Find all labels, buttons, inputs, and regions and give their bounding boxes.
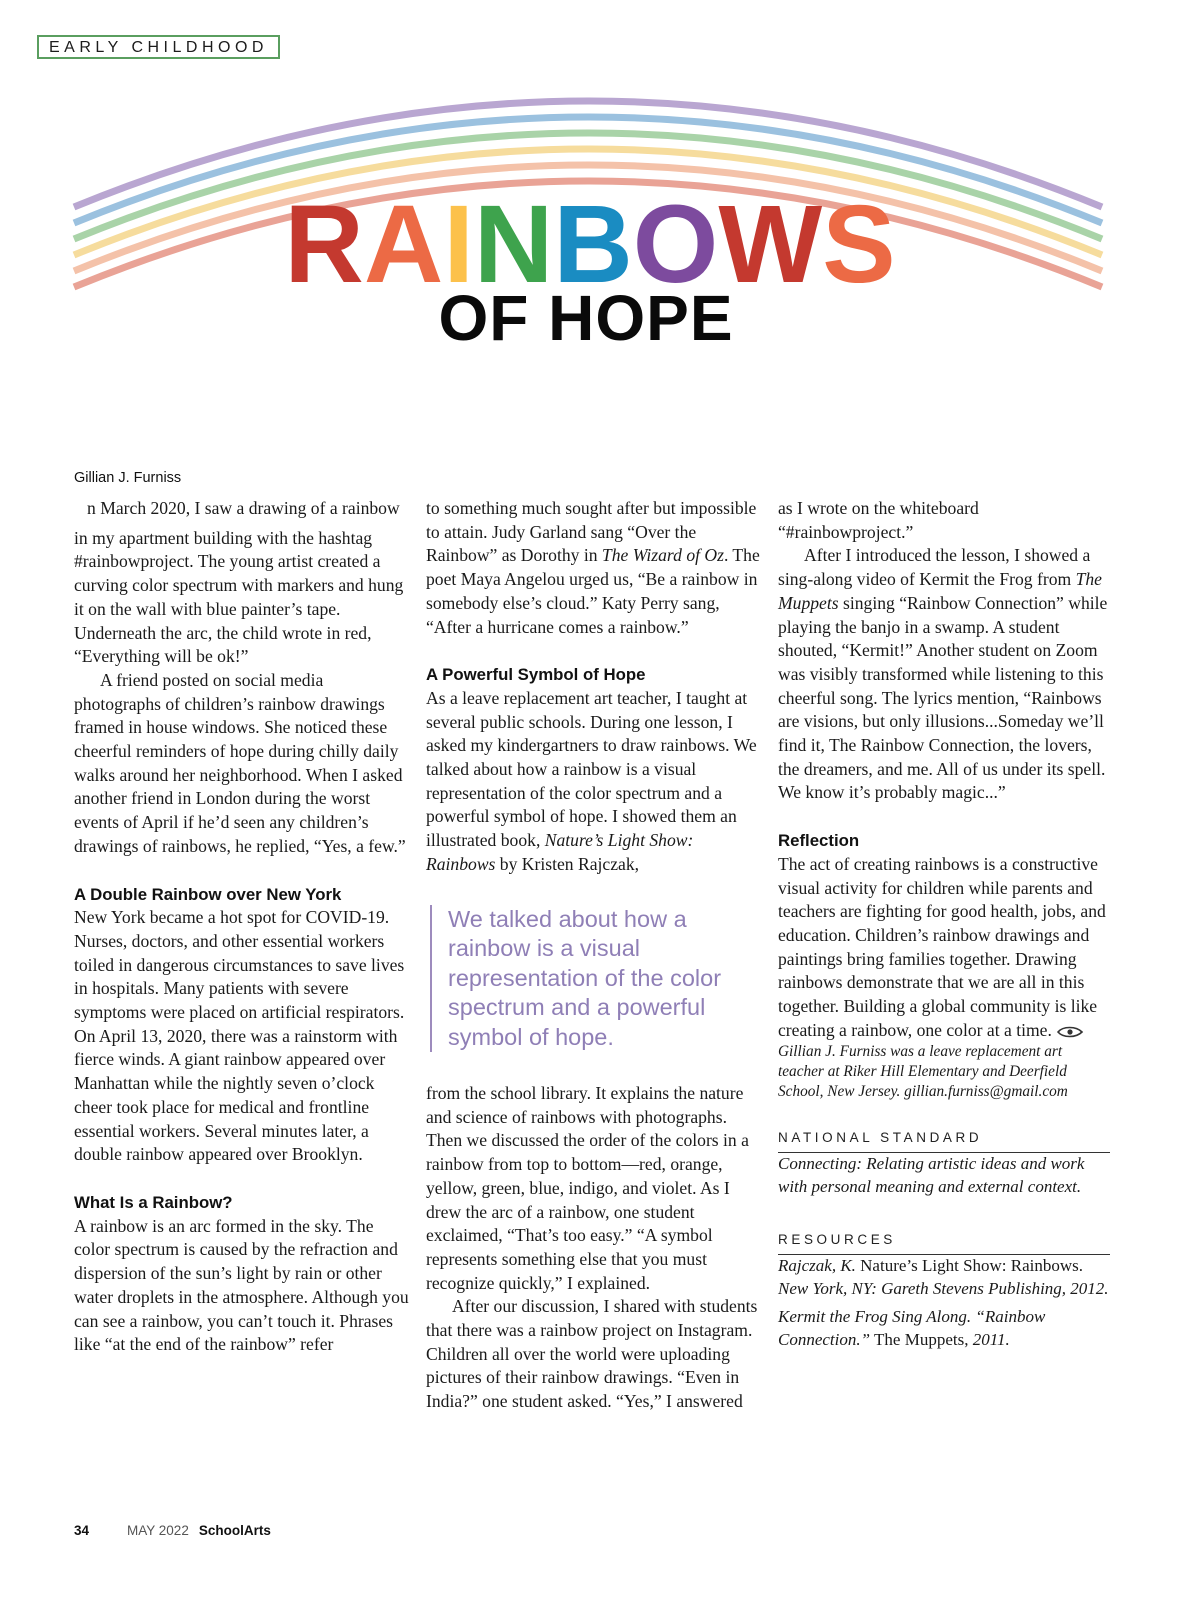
section-tag: EARLY CHILDHOOD <box>37 35 280 59</box>
title-letter: B <box>553 183 633 306</box>
magazine-name: SchoolArts <box>198 1523 271 1538</box>
page-footer <box>74 1523 271 1538</box>
resources-label: RESOURCES <box>778 1228 1110 1255</box>
national-standard-text: Connecting: Relating artistic ideas and work with personal meaning and external context. <box>778 1154 1085 1196</box>
subheading: A Powerful Symbol of Hope <box>426 665 646 685</box>
paragraph: After our discussion, I shared with students that there was a rainbow project on Instagram. Children all over the world were uploading pictures of their rainbow drawings. “Even in India?” one student asked. “Yes,” I answered <box>426 1296 758 1412</box>
page-number: 34 <box>74 1523 90 1538</box>
byline: Gillian J. Furniss <box>74 470 182 486</box>
intro-paragraph: n March 2020, I saw a drawing of a rainbow in my apartment building with the hashtag #rainbowproject. The young artist created a curving color spectrum with markers and hung it on the wall with blue painter’s tape. Underneath the arc, the child wrote in red, “Everything will be ok!” <box>74 498 404 667</box>
issue-date: MAY 2022 <box>127 1523 189 1538</box>
subheading: A Double Rainbow over New York <box>74 884 342 904</box>
column-2 <box>426 497 762 1414</box>
column-1 <box>74 497 410 1357</box>
author-bio: Gillian J. Furniss was a leave replacement art teacher at Riker Hill Elementary and Deerfield School, New Jersey. gillian.furniss@gmail.com <box>778 1043 1068 1101</box>
paragraph: as I wrote on the whiteboard “#rainbowproject.” <box>778 498 979 542</box>
title-letter: A <box>363 183 444 306</box>
resource-item: Rajczak, K. Nature’s Light Show: Rainbows. New York, NY: Gareth Stevens Publishing, 2012. <box>778 1256 1109 1298</box>
paragraph: A rainbow is an arc formed in the sky. The color spectrum is caused by the refraction and dispersion of the sun’s light by rain or other water droplets in the atmosphere. Although you can see a rainbow, you can’t touch it. Phrases like “at the end of the rainbow” refer <box>74 1215 409 1355</box>
paragraph: As a leave replacement art teacher, I taught at several public schools. During one lesson, I asked my kindergartners to draw rainbows. We talked about how a rainbow is a visual representation of the color spectrum and a powerful symbol of hope. I showed them an illustrated book, Nature’s Light Show: Rainbows by Kristen Rajczak, <box>426 687 757 874</box>
pull-quote: We talked about how a rainbow is a visual representation of the color spectrum and a powerful symbol of hope. <box>430 905 762 1053</box>
title-subtitle: OF HOPE <box>438 282 734 354</box>
title-letter: O <box>632 183 719 306</box>
paragraph: After I introduced the lesson, I showed a sing-along video of Kermit the Frog from The Muppets singing “Rainbow Connection” while playing the banjo in a swamp. A student shouted, “Kermit!” Another student on Zoom was visibly transformed while listening to this cheerful song. The lyrics mention, “Rainbows are visions, but only illusions...Someday we’ll find it, The Rainbow Connection, the lovers, the dreamers, and me. All of us under its spell. We know it’s probably magic...” <box>778 545 1108 803</box>
title-letter: I <box>443 183 474 306</box>
column-3 <box>778 497 1110 1351</box>
paragraph: from the school library. It explains the nature and science of rainbows with photographs. Then we discussed the order of the colors in a rainbow from top to bottom—red, orange, yellow, green, blue, indigo, and violet. As I drew the arc of a rainbow, one student exclaimed, “That’s too easy.” “A symbol represents something else that you must recognize quickly,” I explained. <box>426 1083 749 1293</box>
national-standard-label: NATIONAL STANDARD <box>778 1126 1110 1153</box>
title-letter: S <box>822 183 896 306</box>
paragraph: New York became a hot spot for COVID-19. Nurses, doctors, and other essential workers toiled in dangerous circumstances to save lives in hospitals. Many patients with severe symptoms were placed on artificial respirators. On April 13, 2020, there was a rainstorm with fierce winds. A giant rainbow appeared over Manhattan while the nightly seven o’clock cheer took place for medical and frontline essential workers. Several minutes later, a double rainbow appeared over Brooklyn. <box>74 907 405 1165</box>
resource-item: Kermit the Frog Sing Along. “Rainbow Connection.” The Muppets, 2011. <box>778 1307 1046 1349</box>
title-letter: W <box>718 183 823 306</box>
paragraph: A friend posted on social media photographs of children’s rainbow drawings framed in house windows. She noticed these cheerful reminders of hope during chilly daily walks around her neighborhood. When I asked another friend in London during the worst events of April if he’d seen any children’s drawings of rainbows, he replied, “Yes, a few.” <box>74 669 406 856</box>
paragraph: to something much sought after but impossible to attain. Judy Garland sang “Over the Rainbow” as Dorothy in The Wizard of Oz. The poet Maya Angelou urged us, “Be a rainbow in somebody else’s cloud.” Katy Perry sang, “After a hurricane comes a rainbow.” <box>426 498 760 637</box>
title-letter: N <box>473 183 554 306</box>
subheading: What Is a Rainbow? <box>74 1192 233 1212</box>
title-graphic <box>0 70 1200 370</box>
subheading: Reflection <box>778 831 860 851</box>
end-mark-icon <box>1056 1026 1084 1038</box>
title-letter: R <box>284 183 364 306</box>
paragraph: The act of creating rainbows is a constructive visual activity for children while parents and teachers are fighting for good health, jobs, and education. Children’s rainbow drawings and paintings bring families together. Drawing rainbows demonstrate that we are all in this together. Building a global community is like creating a rainbow, one color at a time. <box>778 853 1106 1040</box>
